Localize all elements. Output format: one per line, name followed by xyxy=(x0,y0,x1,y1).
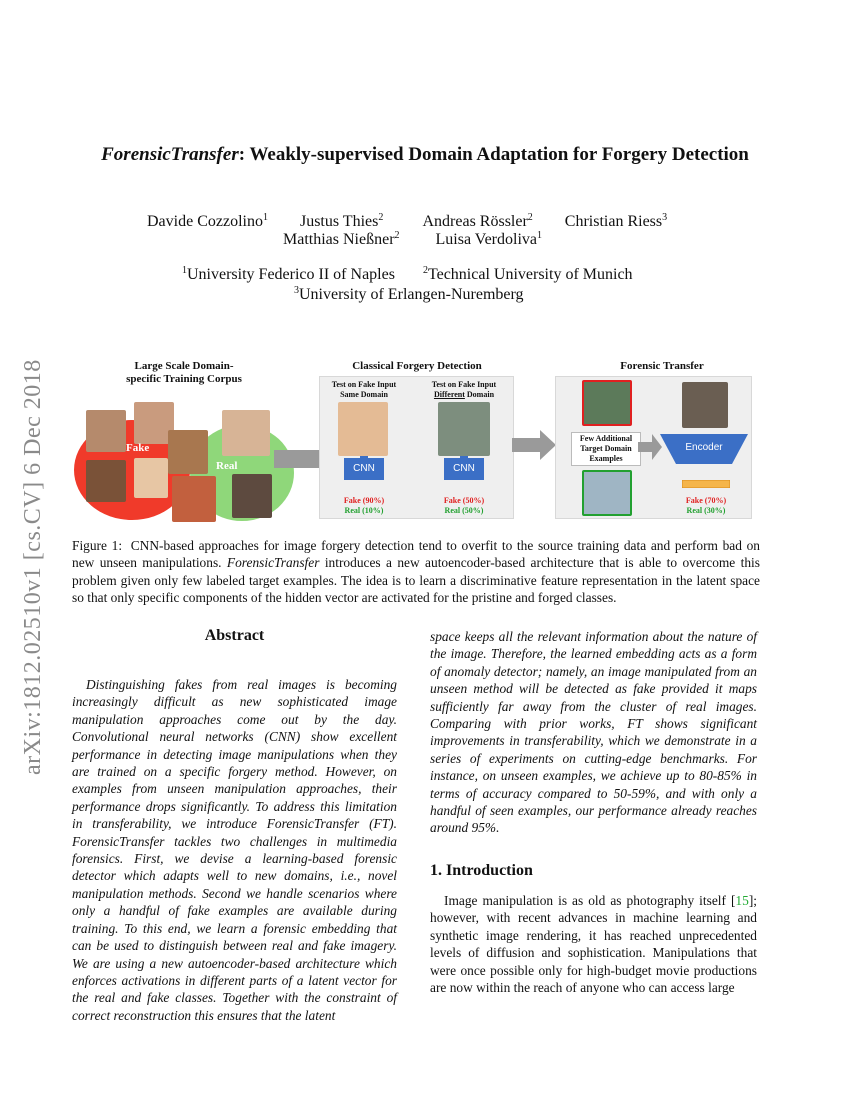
different-domain-image xyxy=(438,402,490,456)
author-name: Justus Thies xyxy=(299,213,379,230)
author-name: Christian Riess xyxy=(564,213,663,230)
same-domain-face xyxy=(338,402,388,456)
latent-vector xyxy=(682,480,730,488)
abstract-text-col2: space keeps all the relevant information about the nature of the image. Therefore, the learned embedding acts as a form of anomaly detector; namely, an image manipulated from an unseen method will be detected as fake provided it maps sufficiently far away from the cluster of real images. Comparing with prior works, FT shows significant improvements in transferability, which we demonstrate in a series of experiments on cutting-edge benchmarks. For instance, on unseen examples, we achieve up to 80-85% in terms of accuracy compared to 50-59%, and with only a handful of seen examples, our performance already reaches around 95%. xyxy=(430,629,757,836)
fake-label: Fake xyxy=(126,442,150,454)
author-affiliation: 2 xyxy=(378,212,384,223)
face-thumbnail xyxy=(134,458,168,498)
title-rest: : Weakly-supervised Domain Adaptation for Forgery Detection xyxy=(238,144,749,165)
test-diff-label xyxy=(424,380,504,400)
citation-link[interactable]: 15 xyxy=(735,893,749,908)
cnn-box-same: CNN xyxy=(344,458,384,480)
author-affiliation: 1 xyxy=(537,230,542,241)
figure-1 xyxy=(72,358,762,523)
face-thumbnail xyxy=(172,476,216,522)
face-thumbnail xyxy=(168,430,208,474)
affiliation-number: 3 xyxy=(294,285,299,296)
affiliation-number: 2 xyxy=(422,265,428,276)
caption-italic: ForensicTransfer xyxy=(226,555,320,571)
affiliation-name: University of Erlangen-Nuremberg xyxy=(299,286,524,303)
face-thumbnail xyxy=(222,410,270,456)
figure-caption xyxy=(72,537,760,607)
intro-text-a: Image manipulation is as old as photography itself [ xyxy=(444,893,736,908)
author-name: Luisa Verdoliva xyxy=(435,231,537,248)
affiliation-number: 1 xyxy=(182,265,187,276)
ft-title: Forensic Transfer xyxy=(620,360,704,372)
diff-fake-result: Fake (50%) xyxy=(443,496,485,505)
corpus-title: Large Scale Domain-specific Training Corpus xyxy=(126,360,242,385)
ft-fake-result: Fake (70%) xyxy=(685,496,727,505)
paper-title xyxy=(40,144,810,166)
affiliation-name: University Federico II of Naples xyxy=(187,266,395,283)
classical-title: Classical Forgery Detection xyxy=(352,360,482,372)
abstract-text-col1: Distinguishing fakes from real images is becoming increasingly difficult as new sophisticated image manipulation approaches come out by the day. Convolutional neural networks (CNN) show excellent performance in detecting image manipulations when they are trained on a specific forgery method. However, on examples from unseen manipulation approaches, their performance drops significantly. To address this limitation in transferability, we introduce ForensicTransfer (FT). ForensicTransfer tackles two challenges in multimedia forensics. First, we devise a learning-based forensic detector which adapts well to new domains, i.e., novel manipulation methods. Second we handle scenarios where only a handful of fake examples are available during training. To this end, we learn a forensic embedding that can be used to distinguish between real and fake imagery. We are using a new autoencoder-based architecture which enforces activations in different parts of a latent vector for the real and fake classes. Together with the constraint of correct reconstruction this ensures that the latent xyxy=(72,677,397,1023)
caption-text-a: CNN-based approaches for image forgery detection tend to overfit to the source training data and perform bad on new unseen manipulations. xyxy=(72,538,760,571)
author-name: Matthias Nießner xyxy=(283,231,395,248)
caption-label: Figure 1: xyxy=(72,538,123,553)
intro-text xyxy=(430,892,757,996)
face-thumbnail xyxy=(86,410,126,452)
face-thumbnail xyxy=(86,460,126,502)
diff-real-result: Real (50%) xyxy=(444,506,484,515)
author-name: Davide Cozzolino xyxy=(147,213,263,230)
input-image xyxy=(682,382,728,428)
fake-target-example xyxy=(582,380,632,426)
affiliations-line-2 xyxy=(294,286,524,304)
author-name: Andreas Rössler xyxy=(422,213,528,230)
authors-line-2 xyxy=(283,231,542,249)
author-affiliation: 2 xyxy=(394,230,400,241)
arxiv-identifier: arXiv:1812.02510v1 [cs.CV] 6 Dec 2018 xyxy=(20,359,46,775)
same-fake-result: Fake (90%) xyxy=(343,496,385,505)
encoder-arrow xyxy=(638,434,662,460)
real-target-example xyxy=(582,470,632,516)
encoder-label: Encoder xyxy=(685,442,723,453)
ft-real-result: Real (30%) xyxy=(686,506,726,515)
arrow-body xyxy=(274,450,324,468)
authors-line-1 xyxy=(147,213,667,231)
cnn-box-diff: CNN xyxy=(444,458,484,480)
few-examples-label: Few Additional Target Domain Examples xyxy=(571,432,641,466)
affiliations-line-1 xyxy=(182,266,633,284)
face-thumbnail xyxy=(232,474,272,518)
abstract-heading: Abstract xyxy=(204,627,265,644)
title-italic: ForensicTransfer xyxy=(101,144,239,165)
transfer-arrow xyxy=(512,430,556,460)
test-diff-underlined: Different xyxy=(433,390,465,399)
real-label: Real xyxy=(216,460,238,472)
affiliation-name: Technical University of Munich xyxy=(427,266,633,283)
intro-text-b: ]; however, with recent advances in machine learning and synthetic image rendering, it has reached unprecedented levels of diffusion and sophistication. Manipulations that were once possible only for high-budget movie productions are now within the reach of anyone who can access large xyxy=(430,893,757,996)
caption-text-b: introduces a new autoencoder-based architecture that is able to overcome this problem given only few labeled target examples. The idea is to learn a discriminative feature representation in the latent space so that only specific components of the hidden vector are activated for the pristine and forged classes. xyxy=(72,555,760,606)
same-real-result: Real (10%) xyxy=(344,506,384,515)
test-diff-suffix: Domain xyxy=(466,390,495,399)
test-same-label: Test on Fake Input Same Domain xyxy=(331,380,397,399)
author-affiliation: 1 xyxy=(262,212,268,223)
author-affiliation: 2 xyxy=(527,212,533,223)
author-affiliation: 3 xyxy=(662,212,668,223)
intro-heading: 1. Introduction xyxy=(430,862,533,879)
test-diff-prefix: Test on Fake Input xyxy=(431,380,497,389)
